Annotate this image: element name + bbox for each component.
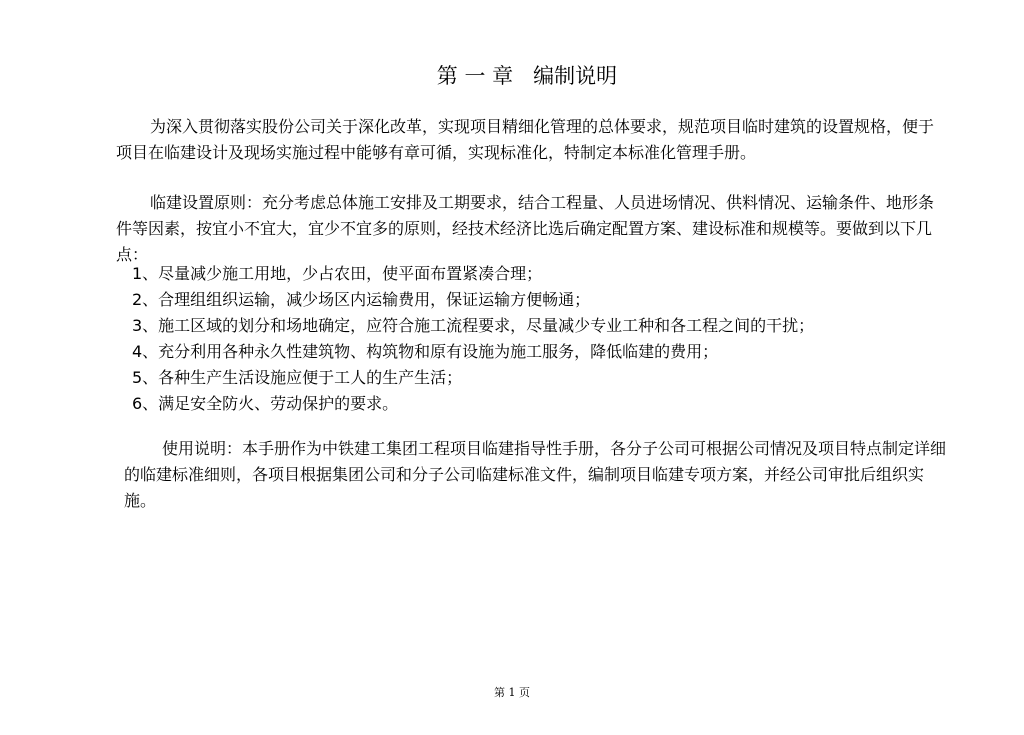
rule-item: 4、充分利用各种永久性建筑物、构筑物和原有设施为施工服务，降低临建的费用； <box>132 342 719 361</box>
intro-paragraph: 为深入贯彻落实股份公司关于深化改革，实现项目精细化管理的总体要求，规范项目临时建筑的设置规格，便于项目在临建设计及现场实施过程中能够有章可循，实现标准化，特制定本标准化管理手册。 <box>116 117 935 162</box>
principle-paragraph: 临建设置原则：充分考虑总体施工安排及工期要求，结合工程量、人员进场情况、供料情况、运输条件、地形条件等因素，按宜小不宜大，宜少不宜多的原则，经技术经济比选后确定配置方案、建设标准和规模等。要做到以下几点： <box>116 193 935 264</box>
usage-paragraph: 使用说明：本手册作为中铁建工集团工程项目临建指导性手册，各分子公司可根据公司情况及项目特点制定详细的临建标准细则，各项目根据集团公司和分子公司临建标准文件，编制项目临建专项方案，并经公司审批后组织实施。 <box>124 439 947 510</box>
rule-item: 1、尽量减少施工用地，少占农田，使平面布置紧凑合理； <box>132 264 543 283</box>
rule-item: 3、施工区域的划分和场地确定，应符合施工流程要求，尽量减少专业工种和各工程之间的干扰； <box>132 316 815 335</box>
chapter-title: 第 一 章 编制说明 <box>436 64 618 88</box>
rule-item: 2、合理组组织运输，减少场区内运输费用，保证运输方便畅通； <box>132 290 591 309</box>
rule-item: 5、各种生产生活设施应便于工人的生产生活； <box>132 368 463 387</box>
principle-rules-list <box>132 261 952 417</box>
rule-item: 6、满足安全防火、劳动保护的要求。 <box>132 394 399 413</box>
page-number: 第 1 页 <box>494 686 530 699</box>
